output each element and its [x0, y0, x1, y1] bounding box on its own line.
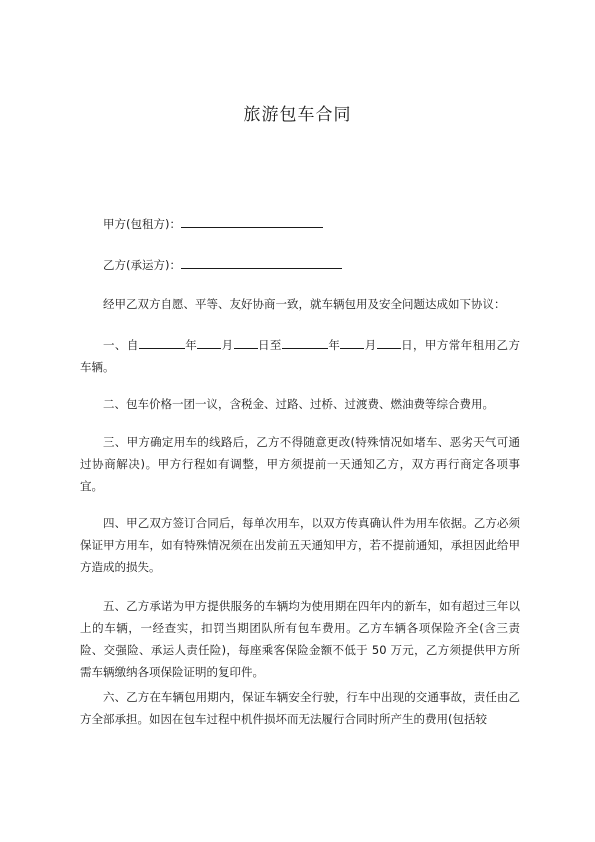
clause-1-month-1: 月 — [221, 338, 234, 352]
clause-6: 六、乙方在车辆包用期内，保证车辆安全行驶，行车中出现的交通事故，责任由乙方全部承担。如因在包车过程中机件损坏而无法履行合同时所产生的费用(包括较 — [80, 690, 520, 726]
clause-2: 二、包车价格一团一议，含税金、过路、过桥、过渡费、燃油费等综合费用。 — [103, 397, 494, 411]
start-month-blank[interactable] — [197, 336, 221, 349]
clause-1-year-2: 年 — [327, 338, 341, 352]
clause-1-text-start: 一、自 — [103, 338, 139, 352]
party-b-blank[interactable] — [181, 256, 342, 269]
clause-3: 三、甲方确定用车的线路后，乙方不得随意更改(特殊情况如堵车、恶劣天气可通过协商解决)。甲方行程如有调整，甲方须提前一天通知乙方，双方再行商定各项事宜。 — [80, 435, 520, 493]
start-year-blank[interactable] — [139, 336, 185, 349]
start-day-blank[interactable] — [234, 336, 258, 349]
party-a-line — [80, 213, 520, 235]
clause-1-month-2: 月 — [364, 338, 377, 352]
clause-5: 五、乙方承诺为甲方提供服务的车辆均为使用期在四年内的新车，如有超过三年以上的车辆，一经查实，扣罚当期团队所有包车费用。乙方车辆各项保险齐全(含三责险、交强险、承运人责任险)，每座乘客保险金额不低于 50 万元，乙方须提供甲方所需车辆缴纳各项保险证明的复印件。 — [80, 599, 520, 679]
clause-1-text-end: 日，甲方常年租用乙方车辆。 — [80, 338, 520, 374]
party-a-blank[interactable] — [181, 215, 323, 228]
end-month-blank[interactable] — [340, 336, 364, 349]
document-title: 旅游包车合同 — [243, 105, 352, 125]
clause-1-day-to: 日至 — [257, 338, 282, 352]
clause-4: 四、甲乙双方签订合同后，每单次用车，以双方传真确认件为用车依据。乙方必须保证甲方用车，如有特殊情况须在出发前五天通知甲方，若不提前通知，承担因此给甲方造成的损失。 — [80, 516, 520, 574]
end-day-blank[interactable] — [377, 336, 401, 349]
clause-1 — [80, 334, 520, 378]
party-a-label: 甲方(包租方)： — [103, 217, 181, 231]
intro-paragraph: 经甲乙双方自愿、平等、友好协商一致，就车辆包用及安全问题达成如下协议： — [103, 297, 506, 311]
end-year-blank[interactable] — [282, 336, 328, 349]
party-b-line — [80, 254, 520, 276]
clause-1-year-1: 年 — [184, 338, 198, 352]
party-b-label: 乙方(承运方)： — [103, 258, 181, 272]
